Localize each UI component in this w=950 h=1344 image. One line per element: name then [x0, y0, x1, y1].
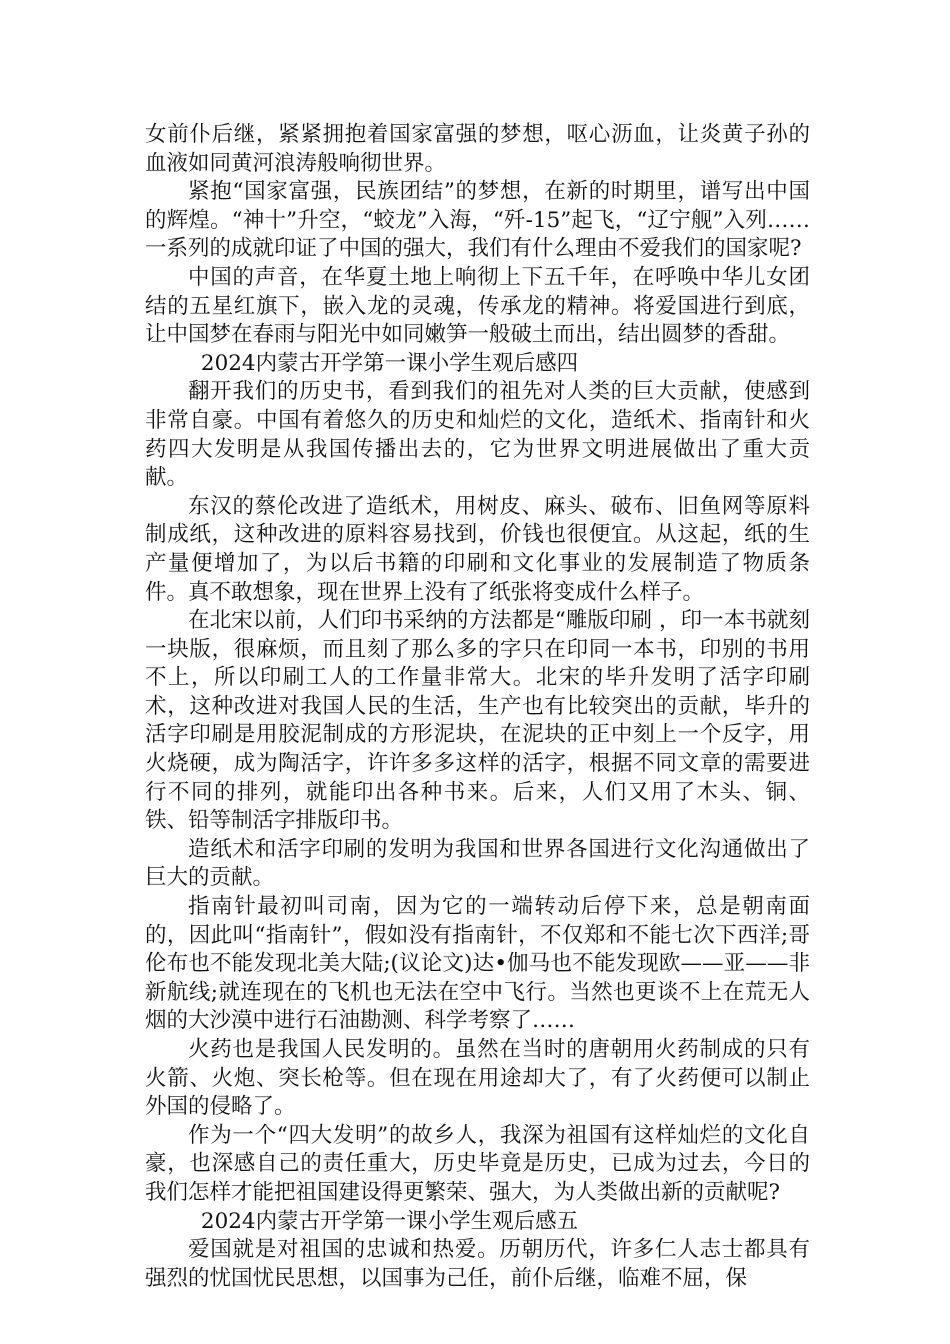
paragraph: 造纸术和活字印刷的发明为我国和世界各国进行文化沟通做出了巨大的贡献。: [145, 836, 810, 891]
paragraph: 爱国就是对祖国的忠诚和热爱。历朝历代，许多仁人志士都具有强烈的忧国忧民思想，以国事为己任，前仆后继，临难不屈，保: [145, 1237, 810, 1291]
paragraph: 火药也是我国人民发明的。虽然在当时的唐朝用火药制成的只有火箭、火炮、突长枪等。但在现在用途却大了，有了火药便可以制止外国的侵略了。: [145, 1037, 810, 1120]
document-body: [145, 121, 810, 1293]
paragraph-continued: 女前仆后继，紧紧拥抱着国家富强的梦想，呕心沥血，让炎黄子孙的血液如同黄河浪涛般响彻世界。: [145, 122, 810, 176]
paragraph: 在北宋以前，人们印书采纳的方法都是“雕版印刷 ，印一本书就刻一块版，很麻烦，而且刻了那么多的字只在印同一本书，印别的书用不上，所以印刷工人的工作量非常大。北宋的毕升发明了活字印刷术，这种改进对我国人民的生活，生产也有比较突出的贡献，毕升的活字印刷是用胶泥制成的方形泥块，在泥块的正中刻上一个反字，用火烧硬，成为陶活字，许许多多这样的活字，根据不同文章的需要进行不同的排列，就能印出各种书来。后来，人们又用了木头、铜、铁、铅等制活字排版印书。: [145, 608, 810, 834]
paragraph: 作为一个“四大发明”的故乡人，我深为祖国有这样灿烂的文化自豪，也深感自己的责任重大，历史毕竟是历史，已成为过去，今日的我们怎样才能把祖国建设得更繁荣、强大，为人类做出新的贡献呢?: [145, 1122, 810, 1205]
paragraph: 紧抱“国家富强，民族团结”的梦想，在新的时期里，谱写出中国的辉煌。“神十”升空，“蛟龙”入海，“歼-15”起飞，“辽宁舰”入列……一系列的成就印证了中国的强大，我们有什么理由不爱我们的国家呢?: [145, 179, 810, 262]
section-heading: 2024内蒙古开学第一课小学生观后感五: [200, 1208, 579, 1234]
paragraph: 东汉的蔡伦改进了造纸术，用树皮、麻头、破布、旧鱼网等原料制成纸，这种改进的原料容易找到，价钱也很便宜。从这起，纸的生产量便增加了，为以后书籍的印刷和文化事业的发展制造了物质条件。真不敢想象，现在世界上没有了纸张将变成什么样子。: [145, 493, 810, 605]
paragraph: 指南针最初叫司南，因为它的一端转动后停下来，总是朝南面的，因此叫“指南针”，假如没有指南针，不仅郑和不能七次下西洋;哥伦布也不能发现北美大陆;(议论文)达•伽马也不能发现欧——亚——非新航线;就连现在的飞机也无法在空中飞行。当然也更谈不上在荒无人烟的大沙漠中进行石油勘测、科学考察了……: [145, 894, 810, 1034]
paragraph: 中国的声音，在华夏土地上响彻上下五千年，在呼唤中华儿女团结的五星红旗下，嵌入龙的灵魂，传承龙的精神。将爱国进行到底，让中国梦在春雨与阳光中如同嫩笋一般破土而出，结出圆梦的香甜。: [145, 264, 810, 348]
paragraph: 翻开我们的历史书，看到我们的祖先对人类的巨大贡献，使感到非常自豪。中国有着悠久的历史和灿烂的文化，造纸术、指南针和火药四大发明是从我国传播出去的，它为世界文明进展做出了重大贡献。: [145, 379, 810, 491]
section-heading: 2024内蒙古开学第一课小学生观后感四: [200, 350, 579, 376]
